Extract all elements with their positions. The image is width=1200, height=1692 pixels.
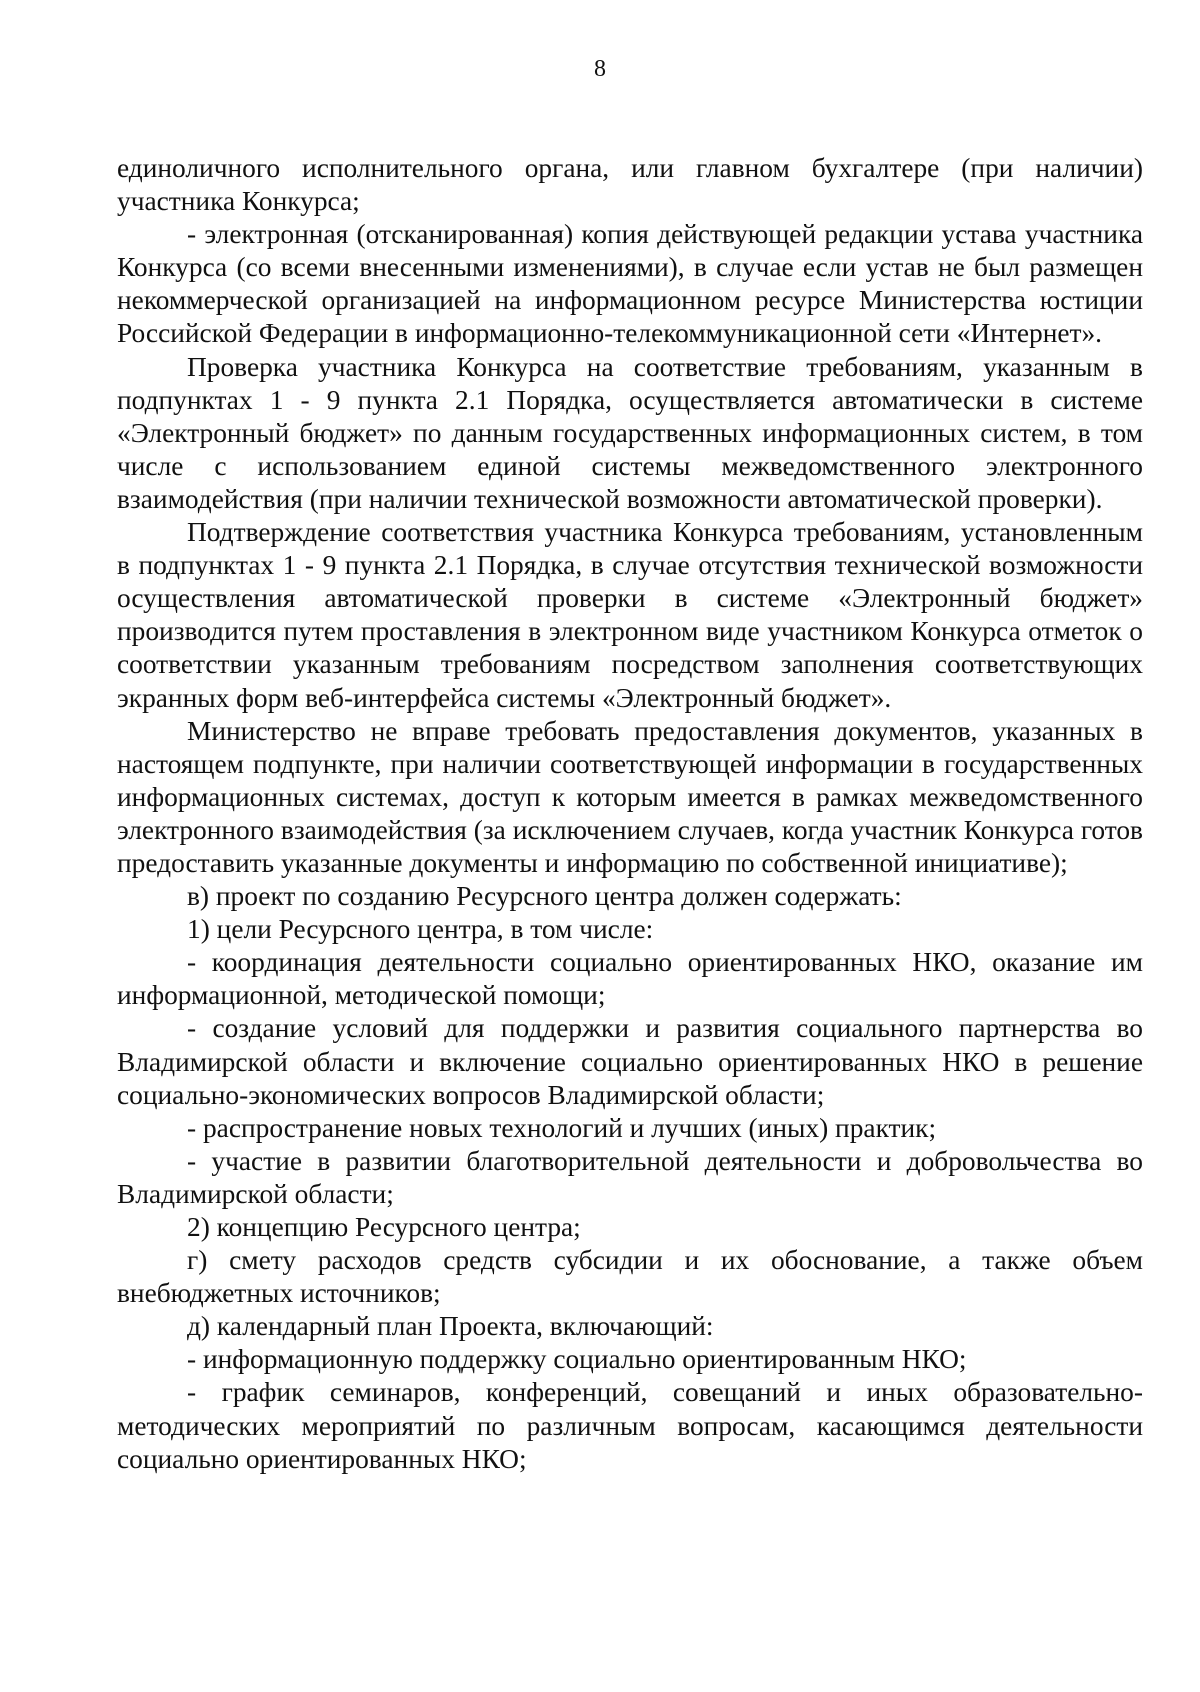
paragraph-3: Проверка участника Конкурса на соответствие требованиям, указанным в подпунктах 1 - 9 пункта 2.1 Порядка, осуществляется автоматически в системе «Электронный бюджет» по данным государственных информационных систем, в том числе с использованием единой системы межведомственного электронного взаимодействия (при наличии технической возможности автоматической проверки). (117, 351, 1143, 514)
paragraph-14: д) календарный план Проекта, включающий: (187, 1311, 714, 1342)
page-number: 8 (594, 56, 606, 82)
paragraph-13: г) смету расходов средств субсидии и их обоснование, а также объем внебюджетных источников; (117, 1245, 1143, 1309)
paragraph-15: - информационную поддержку социально ориентированным НКО; (187, 1344, 967, 1375)
paragraph-12: 2) концепцию Ресурсного центра; (187, 1212, 581, 1242)
paragraph-1: единоличного исполнительного органа, или главном бухгалтере (при наличии) участника Конкурса; (117, 153, 1143, 217)
paragraph-5: Министерство не вправе требовать предоставления документов, указанных в настоящем подпункте, при наличии соответствующей информации в государственных информационных системах, доступ к которым имеется в рамках межведомственного электронного взаимодействия (за исключением случаев, когда участник Конкурса готов предоставить указанные документы и информацию по собственной инициативе); (117, 715, 1143, 878)
paragraph-4: Подтверждение соответствия участника Конкурса требованиям, установленным в подпунктах 1 - 9 пункта 2.1 Порядка, в случае отсутствия технической возможности осуществления автоматической проверки в системе «Электронный бюджет» производится путем проставления в электронном виде участником Конкурса отметок о соответствии указанным требованиям посредством заполнения соответствующих экранных форм веб-интерфейса системы «Электронный бюджет». (117, 517, 1143, 713)
paragraph-9: - создание условий для поддержки и развития социального партнерства во Владимирской области и включение социально ориентированных НКО в решение социально-экономических вопросов Владимирской области; (117, 1013, 1143, 1110)
paragraph-16: - график семинаров, конференций, совещаний и иных образовательно-методических мероприятий по различным вопросам, касающимся деятельности социально ориентированных НКО; (117, 1377, 1143, 1474)
paragraph-8: - координация деятельности социально ориентированных НКО, оказание им информационной, методической помощи; (117, 947, 1143, 1011)
paragraph-11: - участие в развитии благотворительной деятельности и добровольчества во Владимирской области; (117, 1145, 1143, 1209)
paragraph-7: 1) цели Ресурсного центра, в том числе: (187, 914, 654, 945)
paragraph-10: - распространение новых технологий и лучших (иных) практик; (187, 1112, 937, 1143)
paragraph-2: - электронная (отсканированная) копия действующей редакции устава участника Конкурса (со всеми внесенными изменениями), в случае если устав не был размещен некоммерческой организацией на информационном ресурсе Министерства юстиции Российской Федерации в информационно-телекоммуникационной сети «Интернет». (117, 219, 1143, 349)
paragraph-6: в) проект по созданию Ресурсного центра должен содержать: (187, 881, 902, 912)
body-text (117, 152, 1143, 1476)
